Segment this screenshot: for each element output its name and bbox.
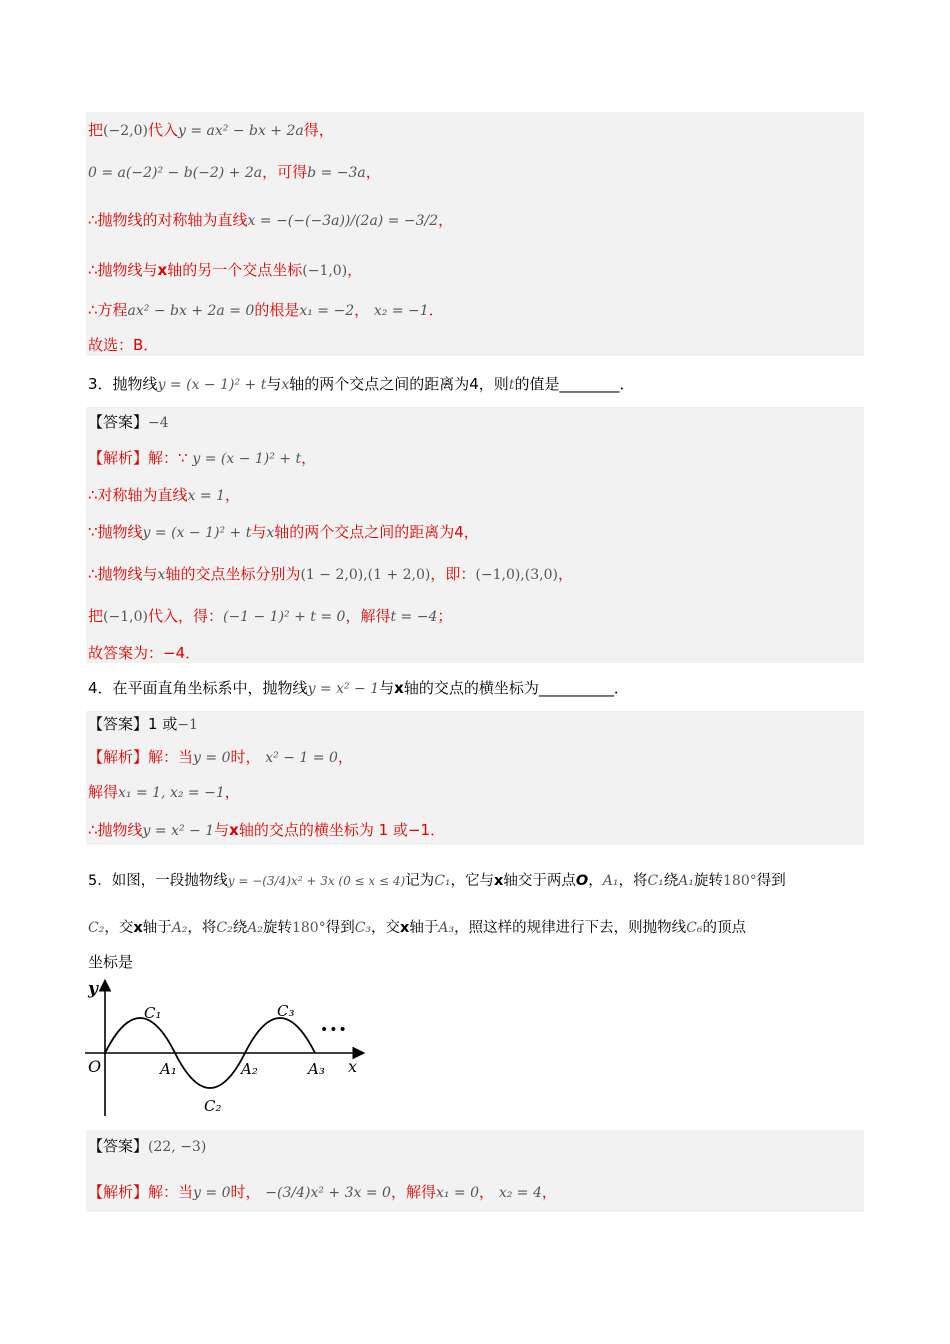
q5-stem-1: 5．如图，一段抛物线y = −(3/4)x² + 3x (0 ≤ x ≤ 4)记为C₁，它与x轴交于两点O，A₁，将C₁绕A₁旋转180°得到 bbox=[88, 873, 786, 889]
q3-sol-2: ∴对称轴为直线x = 1， bbox=[88, 486, 240, 504]
q5-stem-2: C₂，交x轴于A₂，将C₂绕A₂旋转180°得到C₃，交x轴于A₃，照这样的规律进行下去，则抛物线C₆的顶点 bbox=[88, 920, 746, 936]
x-axis-label: x bbox=[348, 1057, 358, 1076]
parabola-figure bbox=[80, 978, 380, 1126]
label-c1: C₁ bbox=[144, 1004, 162, 1022]
prev-line-2: 0 = a(−2)² − b(−2) + 2a，可得b = −3a， bbox=[88, 163, 381, 181]
curve-c1 bbox=[105, 1018, 175, 1053]
curve-c3 bbox=[245, 1018, 315, 1053]
prev-line-5: ∴方程ax² − bx + 2a = 0的根是x₁ = −2， x₂ = −1． bbox=[88, 301, 444, 319]
label-c3: C₃ bbox=[277, 1002, 295, 1020]
q5-answer: 【答案】(22, −3) bbox=[88, 1137, 207, 1155]
q3-sol-6: 故答案为：−4． bbox=[88, 644, 201, 662]
q3-stem: 3．抛物线y = (x − 1)² + t与x轴的两个交点之间的距离为4，则t的值是________． bbox=[88, 375, 635, 393]
q3-answer: 【答案】−4 bbox=[88, 413, 169, 431]
q4-answer: 【答案】1 或−1 bbox=[88, 715, 198, 733]
ellipsis: ••• bbox=[320, 1022, 348, 1038]
q3-sol-1: 【解析】解：∵ y = (x − 1)² + t， bbox=[88, 449, 317, 467]
q4-stem: 4．在平面直角坐标系中，抛物线y = x² − 1与x轴的交点的横坐标为__________． bbox=[88, 679, 629, 697]
label-a2: A₂ bbox=[241, 1060, 258, 1078]
prev-line-1: 把(−2,0)代入y = ax² − bx + 2a得， bbox=[88, 121, 334, 139]
label-a3: A₃ bbox=[308, 1060, 325, 1078]
prev-line-3: ∴抛物线的对称轴为直线x = −(−(−3a))/(2a) = −3/2， bbox=[88, 211, 454, 229]
q4-sol-2: 解得x₁ = 1, x₂ = −1， bbox=[88, 783, 240, 801]
q4-sol-3: ∴抛物线y = x² − 1与x轴的交点的横坐标为 1 或−1． bbox=[88, 821, 446, 839]
origin-label: O bbox=[88, 1057, 102, 1076]
y-axis-label: y bbox=[88, 979, 98, 999]
q5-sol-1: 【解析】解：当y = 0时， −(3/4)x² + 3x = 0，解得x₁ = 0， x₂ = 4， bbox=[88, 1183, 557, 1201]
q3-sol-4: ∴抛物线与x轴的交点坐标分别为(1 − 2,0),(1 + 2,0)，即：(−1,0),(3,0)， bbox=[88, 565, 573, 583]
label-c2: C₂ bbox=[204, 1097, 222, 1115]
q5-stem-3: 坐标是 bbox=[88, 953, 134, 971]
curve-c2 bbox=[175, 1053, 245, 1088]
q4-sol-1: 【解析】解：当y = 0时， x² − 1 = 0， bbox=[88, 748, 353, 766]
prev-line-6: 故选：B． bbox=[88, 336, 159, 354]
label-a1: A₁ bbox=[160, 1060, 177, 1078]
q3-sol-5: 把(−1,0)代入，得：(−1 − 1)² + t = 0，解得t = −4； bbox=[88, 607, 453, 625]
q3-sol-3: ∵抛物线y = (x − 1)² + t与x轴的两个交点之间的距离为4， bbox=[88, 523, 479, 541]
prev-line-4: ∴抛物线与x轴的另一个交点坐标(−1,0)， bbox=[88, 261, 363, 279]
